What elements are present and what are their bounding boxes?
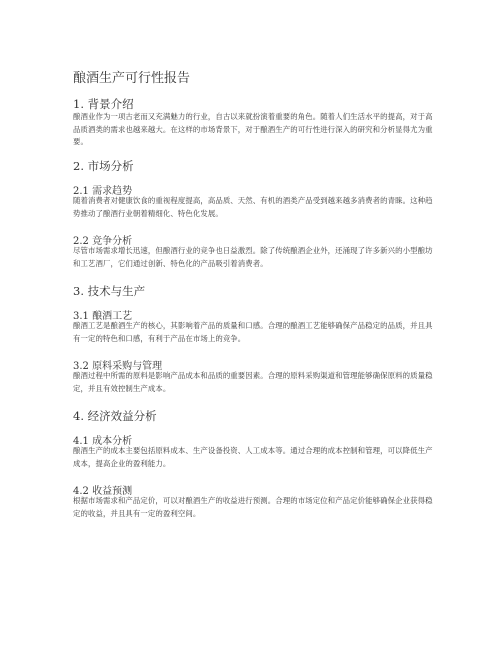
- section-heading-market: 2. 市场分析: [73, 159, 134, 173]
- subsection-heading-cost: 4.1 成本分析: [73, 436, 133, 447]
- section-paragraph-background: 酿酒业作为一项古老而又充满魅力的行业，自古以来就扮演着重要的角色。随着人们生活水平的提高，对于高品质酒类的需求也越来越大。在这样的市场背景下，对于酿酒生产的可行性进行深入的研究和分析显得尤为重要。: [73, 112, 433, 147]
- subsection-heading-process: 3.1 酿酒工艺: [73, 311, 133, 322]
- section-heading-background: 1. 背景介绍: [73, 97, 134, 111]
- document-title: 酿酒生产可行性报告: [73, 71, 191, 86]
- subsection-paragraph-process: 酿酒工艺是酿酒生产的核心，其影响着产品的质量和口感。合理的酿酒工艺能够确保产品稳定的品质，并且具有一定的特色和口感，有利于产品在市场上的竞争。: [73, 321, 433, 343]
- section-heading-tech: 3. 技术与生产: [73, 284, 146, 298]
- subsection-paragraph-cost: 酿酒生产的成本主要包括原料成本、生产设备投资、人工成本等。通过合理的成本控制和管理，可以降低生产成本，提高企业的盈利能力。: [73, 446, 433, 468]
- subsection-paragraph-competition: 尽管市场需求增长迅速，但酿酒行业的竞争也日益激烈。除了传统酿酒企业外，还涌现了许多新兴的小型酿坊和工艺酒厂，它们通过创新、特色化的产品吸引着消费者。: [73, 246, 433, 268]
- subsection-paragraph-demand: 随着消费者对健康饮食的重视程度提高，高品质、天然、有机的酒类产品受到越来越多消费者的青睐。这种趋势推动了酿酒行业朝着精细化、特色化发展。: [73, 196, 433, 218]
- subsection-heading-demand: 2.1 需求趋势: [73, 186, 133, 197]
- section-heading-economics: 4. 经济效益分析: [73, 409, 157, 423]
- subsection-heading-materials: 3.2 原料采购与管理: [73, 361, 163, 372]
- subsection-paragraph-revenue: 根据市场需求和产品定价，可以对酿酒生产的收益进行预测。合理的市场定位和产品定价能够确保企业获得稳定的收益，并且具有一定的盈利空间。: [73, 496, 433, 518]
- subsection-heading-competition: 2.2 竞争分析: [73, 236, 133, 247]
- subsection-heading-revenue: 4.2 收益预测: [73, 486, 133, 497]
- subsection-paragraph-materials: 酿酒过程中所需的原料是影响产品成本和品质的重要因素。合理的原料采购渠道和管理能够确保原料的质量稳定，并且有效控制生产成本。: [73, 371, 433, 393]
